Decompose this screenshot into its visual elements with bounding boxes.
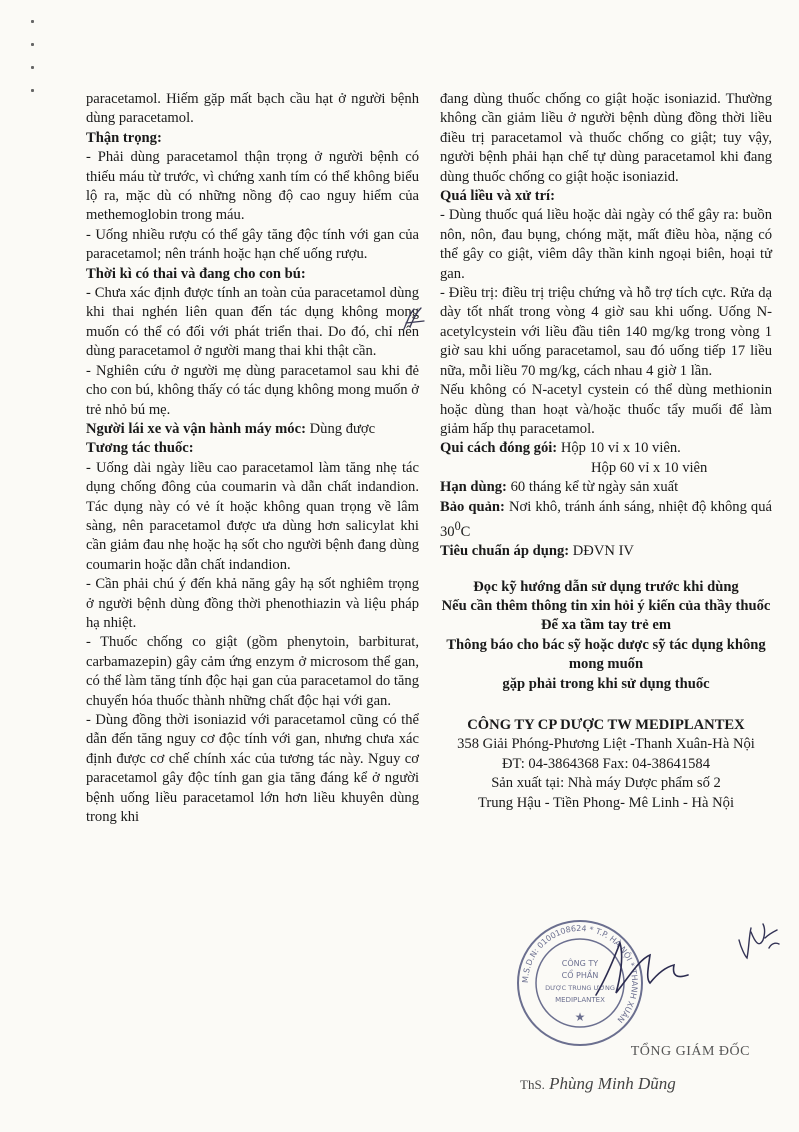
expiry-value: 60 tháng kể từ ngày sản xuất	[510, 479, 679, 496]
interaction-item: - Cần phải chú ý đến khả năng gây hạ sốt nghiêm trọng ở người bệnh dùng đồng thời phenothiazin và liệu pháp hạ nhiệt.	[86, 576, 419, 631]
storage-degree: 0	[454, 518, 461, 533]
interaction-item: - Uống dài ngày liều cao paracetamol làm tăng nhẹ tác dụng chống đông của coumarin và dẫn chất indandion. Tác dụng này có vẻ ít hoặc không quan trọng về lâm sàng, nên paracetamol được ưa dùng hơn salicylat khi cần giảm đau nhẹ hoặc hạ sốt cho người bệnh đang dùng coumarin hoặc dẫn chất indandion.	[86, 459, 419, 573]
margin-punch-marks	[31, 20, 37, 112]
overdose-item: - Điều trị: điều trị triệu chứng và hỗ trợ tích cực. Rửa dạ dày tốt nhất trong vòng 4 giờ sau khi uống. Uống N-acetylcystein với liều đầu tiên 140 mg/kg trong vòng 1 giờ sau khi uống paracetamol, sau đó uống tiếp 17 liều nữa, mỗi liều 70 mg/kg, cách nhau 4 giờ 1 lần.	[440, 285, 772, 379]
director-title: TỔNG GIÁM ĐỐC	[630, 1044, 750, 1059]
pregnancy-item: - Nghiên cứu ở người mẹ dùng paracetamol sau khi đẻ cho con bú, không thấy có tác dụng không mong muốn ở trẻ nhỏ bú mẹ.	[86, 362, 419, 418]
driver-heading: Người lái xe và vận hành máy móc:	[86, 420, 306, 437]
overdose-item: Nếu không có N-acetyl cystein có thể dùng methionin hoặc dùng than hoạt và/hoặc thuốc tẩy muối để làm giảm hấp thụ paracetamol.	[440, 382, 772, 437]
notice-line: Thông báo cho bác sỹ hoặc dược sỹ tác dụng không mong muốn	[446, 636, 766, 673]
storage-heading: Bảo quản:	[440, 498, 505, 515]
storage-value: Nơi khô, tránh ánh sáng, nhiệt độ không quá 30	[440, 498, 773, 540]
interaction-item: - Thuốc chống co giật (gồm phenytoin, barbiturat, carbamazepin) gây cảm ứng enzym ở microsom thể gan, có thể làm tăng tính độc hại gan của paracetamol do tăng chuyển hóa thuốc thành những chất độc hại với gan.	[86, 634, 419, 709]
pregnancy-item: - Chưa xác định được tính an toàn của paracetamol dùng khi thai nghén liên quan đến tác dụng không mong muốn có thể có đối với phát triển thai. Do đó, chỉ nên dùng paracetamol ở người mang thai khi thật cần.	[86, 285, 419, 360]
right-column	[440, 90, 772, 813]
driver-text: Dùng được	[309, 420, 376, 437]
director-signature	[590, 935, 695, 1005]
seal-ring-text: M.S.D.N: 0100108624 * T.P. HÀ NỘI * THANH XUÂN	[520, 923, 640, 1025]
expiry-heading: Hạn dùng:	[440, 479, 507, 496]
packaging-heading: Qui cách đóng gói:	[440, 440, 558, 457]
company-phone: ĐT: 04-3864368 Fax: 04-38641584	[501, 755, 711, 772]
continuation-paragraph: đang dùng thuốc chống co giật hoặc isoniazid. Thường không cần giảm liều ở người bệnh dùng đồng thời liều điều trị paracetamol và thuốc chống co giật; tuy vậy, người bệnh phải hạn chế tự dùng paracetamol khi đang dùng thuốc chống co giật hoặc isoniazid.	[440, 91, 772, 185]
initials-signature	[735, 918, 781, 962]
manufacture-site: Sản xuất tại: Nhà máy Dược phẩm số 2	[491, 775, 721, 792]
precaution-heading: Thận trọng:	[86, 129, 162, 146]
packaging-line	[440, 439, 772, 458]
interaction-item: - Dùng đồng thời isoniazid với paracetamol cũng có thể dẫn đến tăng nguy cơ độc tính với gan, nhưng chưa xác định được cơ chế chính xác của tương tác này. Nguy cơ paracetamol gây độc tính gan gia tăng đáng kể ở người bệnh uống liều paracetamol lớn hơn liều khuyên dùng trong khi	[86, 712, 419, 826]
expiry-line	[440, 478, 772, 497]
storage-unit: C	[460, 523, 471, 540]
interaction-heading: Tương tác thuốc:	[86, 440, 194, 457]
notice-line: Nếu cần thêm thông tin xin hỏi ý kiến của thầy thuốc	[441, 598, 771, 615]
notice-line: Đọc kỹ hướng dẫn sử dụng trước khi dùng	[473, 578, 739, 595]
margin-initials-signature	[400, 305, 428, 335]
packaging-value: Hộp 10 vỉ x 10 viên.	[560, 440, 681, 457]
seal-star: ★	[574, 1010, 586, 1024]
seal-line: DƯỢC TRUNG ƯƠNG	[545, 984, 615, 992]
storage-line	[440, 498, 772, 543]
notice-line: Để xa tầm tay trẻ em	[540, 617, 672, 634]
standard-line	[440, 542, 772, 561]
usage-notice	[440, 578, 772, 694]
packaging-value-2: Hộp 60 vỉ x 10 viên	[591, 459, 708, 476]
notice-line: gặp phải trong khi sử dụng thuốc	[502, 675, 710, 692]
signer-name: Phùng Minh Dũng	[549, 1074, 676, 1093]
seal-line: CỔ PHẦN	[561, 971, 599, 980]
pregnancy-heading: Thời kì có thai và đang cho con bú:	[86, 265, 306, 282]
precaution-item: - Uống nhiều rượu có thể gây tăng độc tính với gan của paracetamol; nên tránh hoặc hạn chế uống rượu.	[86, 226, 419, 263]
standard-heading: Tiêu chuẩn áp dụng:	[440, 543, 570, 560]
standard-value: DĐVN IV	[572, 543, 634, 560]
manufacture-address: Trung Hậu - Tiền Phong- Mê Linh - Hà Nội	[477, 794, 735, 811]
driver-paragraph	[86, 420, 419, 439]
signer-degree: ThS.	[520, 1077, 545, 1092]
precaution-item: - Phải dùng paracetamol thận trọng ở người bệnh có thiếu máu từ trước, vì chứng xanh tím có thể không biểu lộ ra, mặc dù có những nồng độ cao nguy hiểm của methemoglobin trong máu.	[86, 149, 419, 224]
intro-paragraph: paracetamol. Hiếm gặp mất bạch cầu hạt ở người bệnh dùng paracetamol.	[86, 91, 419, 127]
seal-line: CÔNG TY	[561, 959, 599, 968]
left-column	[86, 90, 419, 827]
company-address: 358 Giải Phóng-Phương Liệt -Thanh Xuân-Hà Nội	[457, 736, 755, 753]
overdose-item: - Dùng thuốc quá liều hoặc dài ngày có thể gây ra: buồn nôn, nôn, đau bụng, chóng mặt, mất điều hòa, nặng có thể gây co giật, viêm dây thần kinh ngoại biên, hoại tử gan.	[440, 207, 772, 282]
signer-name-block	[520, 1074, 760, 1094]
company-block	[440, 716, 772, 813]
overdose-heading: Quá liều và xử trí:	[440, 188, 555, 205]
seal-line: MEDIPLANTEX	[555, 996, 605, 1004]
company-name: CÔNG TY CP DƯỢC TW MEDIPLANTEX	[467, 717, 745, 734]
